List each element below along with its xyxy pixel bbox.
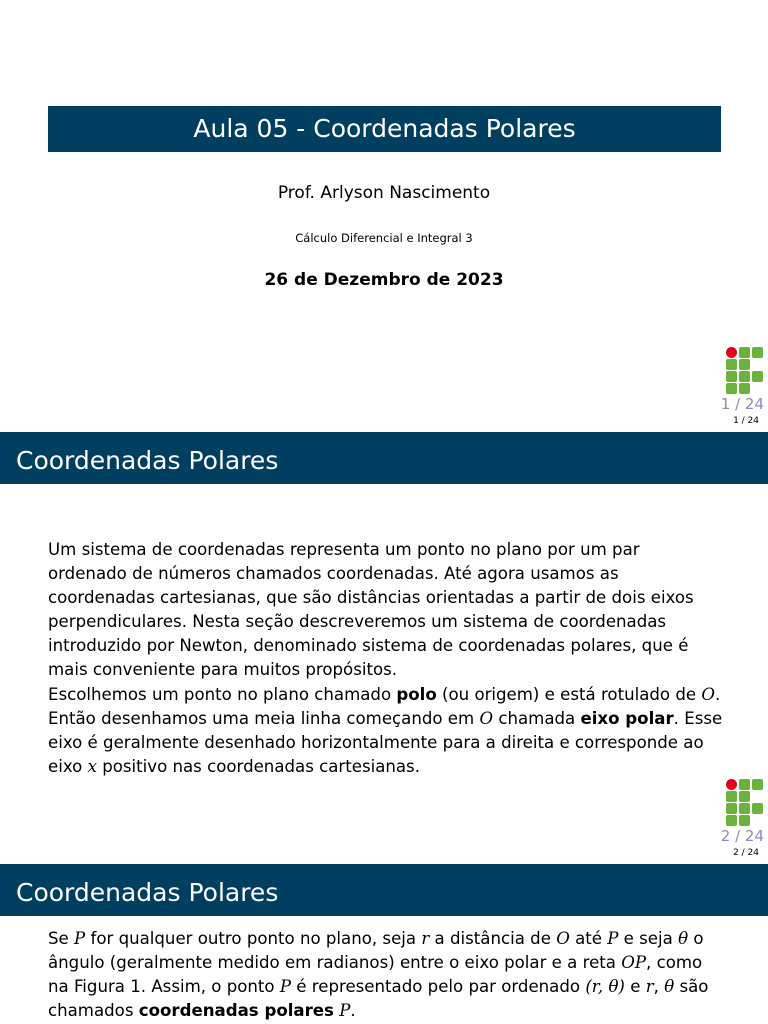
page-number-small: 2 / 24 [733, 848, 759, 858]
institute: Cálculo Diferencial e Integral 3 [295, 231, 473, 245]
date: 26 de Dezembro de 2023 [264, 270, 504, 290]
presentation-title: Aula 05 - Coordenadas Polares [48, 106, 721, 152]
term-eixo-polar: eixo polar [580, 709, 674, 728]
term-polo: polo [396, 685, 437, 704]
frame-title: Coordenadas Polares [0, 432, 768, 484]
institution-logo-icon [726, 347, 764, 393]
slide-3 [0, 864, 768, 1024]
author: Prof. Arlyson Nascimento [277, 183, 491, 203]
frame-title: Coordenadas Polares [0, 864, 768, 916]
page-number-large: 2 / 24 [720, 827, 764, 845]
institution-logo-icon [726, 779, 764, 825]
paragraph-intro: Um sistema de coordenadas representa um ponto no plano por um par ordenado de números chamados coordenadas. Até agora usamos as coordenadas cartesianas, que são distâncias orientadas a partir de dois eixos perpendiculares. Nesta seção descreveremos um sistema de coordenadas introduzido por Newton, denominado sistema de coordenadas polares, que é mais conveniente para muitos propósitos. [48, 540, 694, 679]
slide-title-page [0, 0, 768, 432]
page-number-small: 1 / 24 [733, 416, 759, 426]
term-coordenadas-polares: coordenadas polares [138, 1001, 334, 1020]
page-number-large: 1 / 24 [720, 395, 764, 413]
paragraph-polo: Escolhemos um ponto no plano chamado polo (ou origem) e está rotulado de O. Então desenhamos uma meia linha começando em O chamada eixo polar. Esse eixo é geralmente desenhado horizontalmente para a direita e corresponde ao eixo x positivo nas coordenadas cartesianas. [48, 685, 723, 776]
paragraph-polar-coordinates: Se P for qualquer outro ponto no plano, seja r a distância de O até P e seja θ o ângulo (geralmente medido em radianos) entre o eixo polar e a reta OP, como na Figura 1. Assim, o ponto P é representado pelo par ordenado (r, θ) e r, θ são chamados coordenadas polares P. [48, 929, 709, 1020]
slide-2 [0, 432, 768, 864]
